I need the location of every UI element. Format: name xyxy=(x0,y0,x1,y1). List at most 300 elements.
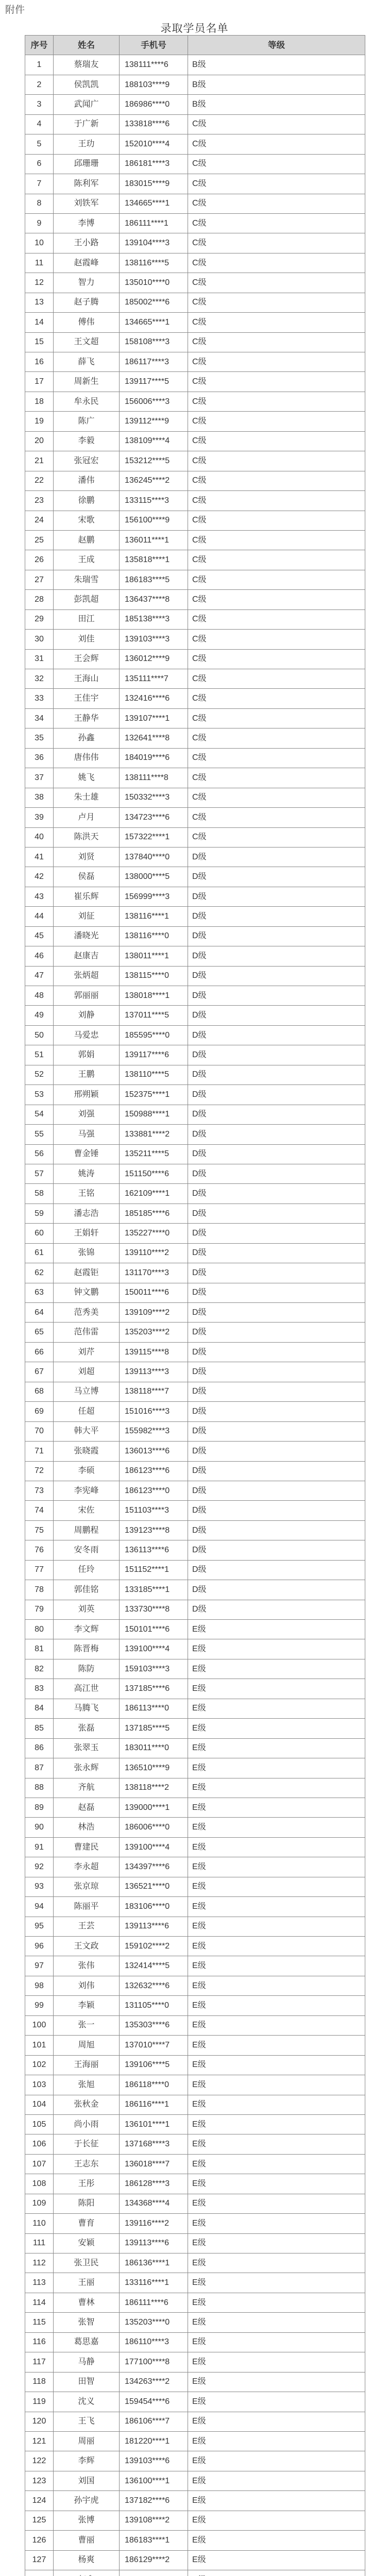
cell-level: D级 xyxy=(188,1323,365,1342)
cell-no: 68 xyxy=(25,1382,54,1401)
table-row xyxy=(25,1798,365,1817)
cell-name: 王小路 xyxy=(54,233,120,253)
cell-phone: 186111****1 xyxy=(120,213,188,233)
table-row xyxy=(25,926,365,946)
cell-no: 8 xyxy=(25,194,54,213)
cell-name: 齐航 xyxy=(54,1778,120,1798)
cell-name: 于长征 xyxy=(54,2134,120,2154)
cell-level: C级 xyxy=(188,808,365,827)
cell-no: 121 xyxy=(25,2431,54,2451)
roster-table xyxy=(25,35,365,2576)
table-row xyxy=(25,194,365,213)
cell-no: 58 xyxy=(25,1184,54,1204)
table-row xyxy=(25,2273,365,2293)
cell-name: 张炳超 xyxy=(54,966,120,986)
cell-phone: 139116****2 xyxy=(120,2214,188,2233)
table-row xyxy=(25,1362,365,1382)
cell-level: D级 xyxy=(188,1263,365,1283)
table-row xyxy=(25,649,365,669)
cell-no: 26 xyxy=(25,550,54,570)
cell-no: 2 xyxy=(25,75,54,94)
cell-name: 李辉 xyxy=(54,2451,120,2471)
table-row xyxy=(25,1144,365,1164)
cell-level: C级 xyxy=(188,233,365,253)
table-row xyxy=(25,2114,365,2134)
cell-no: 104 xyxy=(25,2095,54,2114)
cell-level: D级 xyxy=(188,1402,365,1421)
cell-level: D级 xyxy=(188,1580,365,1600)
cell-name: 侯凯凯 xyxy=(54,75,120,94)
cell-phone: 139000****1 xyxy=(120,1798,188,1817)
cell-no: 23 xyxy=(25,491,54,511)
table-row xyxy=(25,1857,365,1877)
cell-phone: 139113****6 xyxy=(120,1917,188,1936)
cell-phone: 135010****0 xyxy=(120,273,188,293)
cell-level: E级 xyxy=(188,1976,365,1995)
cell-name: 刘贤 xyxy=(54,847,120,867)
cell-no: 6 xyxy=(25,154,54,174)
cell-no: 94 xyxy=(25,1897,54,1917)
cell-level: E级 xyxy=(188,2372,365,2392)
cell-phone: 186110****3 xyxy=(120,2332,188,2352)
cell-phone: 186128****3 xyxy=(120,2174,188,2194)
cell-name: 李颖 xyxy=(54,1996,120,2015)
cell-no: 49 xyxy=(25,1006,54,1025)
cell-name: 王海丽 xyxy=(54,2055,120,2075)
table-row xyxy=(25,1818,365,1837)
cell-phone: 134368****4 xyxy=(120,2194,188,2213)
table-row xyxy=(25,1442,365,1461)
cell-phone: 139123****8 xyxy=(120,1520,188,1540)
cell-name: 王飞 xyxy=(54,2412,120,2431)
cell-name: 牟永民 xyxy=(54,392,120,411)
cell-no: 119 xyxy=(25,2392,54,2412)
cell-no: 46 xyxy=(25,946,54,966)
cell-no: 87 xyxy=(25,1758,54,1778)
cell-level: E级 xyxy=(188,2075,365,2095)
table-row xyxy=(25,1738,365,1758)
cell-no: 40 xyxy=(25,827,54,847)
cell-no: 114 xyxy=(25,2293,54,2312)
header-no: 序号 xyxy=(25,36,54,55)
cell-name: 刘超 xyxy=(54,1362,120,1382)
cell-level: C级 xyxy=(188,451,365,471)
cell-no: 92 xyxy=(25,1857,54,1877)
table-row xyxy=(25,1837,365,1857)
cell-no: 48 xyxy=(25,986,54,1006)
cell-phone: 139117****6 xyxy=(120,1045,188,1065)
cell-no: 28 xyxy=(25,590,54,609)
cell-level: D级 xyxy=(188,1125,365,1144)
table-row xyxy=(25,1679,365,1699)
cell-phone: 133185****1 xyxy=(120,1580,188,1600)
table-row xyxy=(25,2550,365,2570)
cell-phone: 185138****3 xyxy=(120,609,188,629)
cell-name: 马立博 xyxy=(54,1382,120,1401)
table-row xyxy=(25,1323,365,1342)
cell-level: E级 xyxy=(188,2015,365,2035)
cell-level: E级 xyxy=(188,2214,365,2233)
cell-name: 赵鹏 xyxy=(54,530,120,550)
cell-level: D级 xyxy=(188,1362,365,1382)
table-row xyxy=(25,2293,365,2312)
cell-phone: 137185****6 xyxy=(120,1679,188,1699)
table-row xyxy=(25,1699,365,1718)
cell-name: 王芸 xyxy=(54,1917,120,1936)
cell-phone: 188103****9 xyxy=(120,75,188,94)
cell-name: 刘英 xyxy=(54,1600,120,1619)
cell-level: C级 xyxy=(188,372,365,392)
cell-level: E级 xyxy=(188,2154,365,2174)
cell-no: 30 xyxy=(25,630,54,649)
cell-name: 任玲 xyxy=(54,1560,120,1580)
cell-no: 59 xyxy=(25,1204,54,1223)
cell-no: 15 xyxy=(25,332,54,352)
cell-phone: 183011****0 xyxy=(120,1738,188,1758)
table-row xyxy=(25,2134,365,2154)
cell-level: E级 xyxy=(188,2550,365,2570)
cell-no: 18 xyxy=(25,392,54,411)
table-row xyxy=(25,1065,365,1084)
cell-level: D级 xyxy=(188,847,365,867)
cell-phone: 153212****5 xyxy=(120,451,188,471)
cell-no: 32 xyxy=(25,669,54,689)
cell-phone: 150988****1 xyxy=(120,1105,188,1124)
cell-name: 刘佳 xyxy=(54,630,120,649)
cell-no: 9 xyxy=(25,213,54,233)
cell-phone: 136245****2 xyxy=(120,471,188,490)
table-row xyxy=(25,1501,365,1520)
cell-name: 朱士雄 xyxy=(54,788,120,807)
cell-name: 王娟轩 xyxy=(54,1224,120,1243)
cell-phone: 138116****5 xyxy=(120,253,188,273)
table-row xyxy=(25,1263,365,1283)
cell-level: C级 xyxy=(188,213,365,233)
cell-name: 赵磊 xyxy=(54,1798,120,1817)
cell-level: E级 xyxy=(188,1639,365,1659)
cell-level: C级 xyxy=(188,590,365,609)
cell-name: 安冬雨 xyxy=(54,1540,120,1560)
cell-name: 沈义 xyxy=(54,2392,120,2412)
cell-phone: 183106****0 xyxy=(120,1897,188,1917)
cell-phone: 186117****3 xyxy=(120,352,188,372)
cell-no: 44 xyxy=(25,907,54,926)
cell-no: 75 xyxy=(25,1520,54,1540)
table-row xyxy=(25,1719,365,1738)
cell-level: D级 xyxy=(188,1442,365,1461)
cell-level: E级 xyxy=(188,2095,365,2114)
cell-no: 80 xyxy=(25,1620,54,1639)
cell-no: 1 xyxy=(25,55,54,75)
cell-no: 103 xyxy=(25,2075,54,2095)
cell-name: 王文政 xyxy=(54,1937,120,1956)
cell-phone: 177100****8 xyxy=(120,2352,188,2372)
table-row xyxy=(25,2491,365,2511)
cell-level: D级 xyxy=(188,1560,365,1580)
cell-level: E级 xyxy=(188,1758,365,1778)
cell-name: 侯磊 xyxy=(54,867,120,887)
cell-level: C级 xyxy=(188,114,365,134)
cell-phone: 134397****6 xyxy=(120,1857,188,1877)
cell-no: 52 xyxy=(25,1065,54,1084)
table-row xyxy=(25,867,365,887)
cell-phone: 138111****8 xyxy=(120,768,188,788)
cell-level: E级 xyxy=(188,2431,365,2451)
cell-no: 117 xyxy=(25,2352,54,2372)
cell-name: 钟文鹏 xyxy=(54,1283,120,1302)
cell-phone: 183015****9 xyxy=(120,174,188,194)
cell-no: 20 xyxy=(25,431,54,451)
table-row xyxy=(25,1125,365,1144)
cell-level: C级 xyxy=(188,293,365,312)
cell-level: E级 xyxy=(188,1659,365,1679)
cell-no: 33 xyxy=(25,689,54,708)
cell-name: 刘铁军 xyxy=(54,194,120,213)
cell-no: 125 xyxy=(25,2511,54,2530)
cell-level: C级 xyxy=(188,174,365,194)
cell-level: D级 xyxy=(188,1045,365,1065)
cell-no: 77 xyxy=(25,1560,54,1580)
cell-name: 陈阳 xyxy=(54,2194,120,2213)
cell-phone: 186986****0 xyxy=(120,95,188,114)
cell-no: 96 xyxy=(25,1937,54,1956)
table-row xyxy=(25,550,365,570)
cell-name: 傅伟 xyxy=(54,313,120,332)
cell-phone: 138111****6 xyxy=(120,55,188,75)
cell-no: 127 xyxy=(25,2550,54,2570)
cell-phone: 155982****3 xyxy=(120,1421,188,1441)
table-row xyxy=(25,372,365,392)
cell-name: 高江世 xyxy=(54,1679,120,1699)
table-row xyxy=(25,2233,365,2253)
cell-level: E级 xyxy=(188,2273,365,2293)
cell-phone: 184019****6 xyxy=(120,748,188,768)
cell-no: 34 xyxy=(25,708,54,728)
cell-no: 17 xyxy=(25,372,54,392)
cell-phone: 181220****1 xyxy=(120,2431,188,2451)
table-row xyxy=(25,2174,365,2194)
cell-level: D级 xyxy=(188,1085,365,1105)
cell-no: 56 xyxy=(25,1144,54,1164)
cell-level: D级 xyxy=(188,1065,365,1084)
cell-level: C级 xyxy=(188,550,365,570)
cell-level: D级 xyxy=(188,1600,365,1619)
cell-no: 45 xyxy=(25,926,54,946)
cell-no: 69 xyxy=(25,1402,54,1421)
table-row xyxy=(25,946,365,966)
cell-level: D级 xyxy=(188,1382,365,1401)
table-row xyxy=(25,2055,365,2075)
table-row xyxy=(25,431,365,451)
table-row xyxy=(25,1006,365,1025)
cell-phone: 185185****6 xyxy=(120,1204,188,1223)
table-row xyxy=(25,392,365,411)
cell-level: D级 xyxy=(188,1342,365,1362)
cell-name: 张京琼 xyxy=(54,1877,120,1896)
cell-level xyxy=(188,2570,365,2576)
cell-level: D级 xyxy=(188,1224,365,1243)
table-row xyxy=(25,2214,365,2233)
table-row xyxy=(25,114,365,134)
cell-phone: 186116****1 xyxy=(120,2095,188,2114)
cell-level: B级 xyxy=(188,95,365,114)
cell-no: 70 xyxy=(25,1421,54,1441)
cell-level: D级 xyxy=(188,867,365,887)
cell-level: E级 xyxy=(188,1937,365,1956)
table-row xyxy=(25,748,365,768)
cell-level: E级 xyxy=(188,1857,365,1877)
cell-phone: 139109****2 xyxy=(120,1303,188,1323)
table-row xyxy=(25,491,365,511)
cell-phone: 151150****6 xyxy=(120,1164,188,1183)
cell-phone: 186106****7 xyxy=(120,2412,188,2431)
cell-name: 王成 xyxy=(54,550,120,570)
cell-no: 95 xyxy=(25,1917,54,1936)
table-row xyxy=(25,1025,365,1045)
cell-no: 64 xyxy=(25,1303,54,1323)
cell-level: D级 xyxy=(188,1025,365,1045)
cell-phone xyxy=(120,2570,188,2576)
table-row xyxy=(25,2253,365,2273)
cell-name: 张永辉 xyxy=(54,1758,120,1778)
cell-phone: 136101****1 xyxy=(120,2114,188,2134)
table-row xyxy=(25,1243,365,1263)
cell-no: 72 xyxy=(25,1461,54,1481)
cell-level: B级 xyxy=(188,55,365,75)
cell-phone: 138000****5 xyxy=(120,867,188,887)
cell-name: 张秋金 xyxy=(54,2095,120,2114)
cell-level: E级 xyxy=(188,2471,365,2490)
cell-name: 韩大平 xyxy=(54,1421,120,1441)
cell-name: 蔡瑞友 xyxy=(54,55,120,75)
cell-level: E级 xyxy=(188,1778,365,1798)
cell-phone: 133818****6 xyxy=(120,114,188,134)
cell-level: C级 xyxy=(188,392,365,411)
cell-no: 97 xyxy=(25,1956,54,1976)
cell-no: 53 xyxy=(25,1085,54,1105)
cell-name: 郭丽丽 xyxy=(54,986,120,1006)
cell-level: C级 xyxy=(188,273,365,293)
cell-phone: 139117****5 xyxy=(120,372,188,392)
cell-phone: 139115****8 xyxy=(120,1342,188,1362)
cell-phone: 131170****3 xyxy=(120,1263,188,1283)
cell-name: 陈广 xyxy=(54,412,120,431)
table-row xyxy=(25,1917,365,1936)
cell-no: 60 xyxy=(25,1224,54,1243)
roster-table-container xyxy=(25,35,365,2576)
table-row xyxy=(25,2154,365,2174)
cell-name: 马腾飞 xyxy=(54,1699,120,1718)
cell-no: 39 xyxy=(25,808,54,827)
cell-no: 31 xyxy=(25,649,54,669)
table-row xyxy=(25,1540,365,1560)
cell-name: 周新生 xyxy=(54,372,120,392)
table-row xyxy=(25,2015,365,2035)
cell-name: 王丽 xyxy=(54,2273,120,2293)
cell-name: 王玏 xyxy=(54,134,120,154)
cell-phone: 139103****3 xyxy=(120,630,188,649)
cell-phone: 152375****1 xyxy=(120,1085,188,1105)
table-row xyxy=(25,1758,365,1778)
cell-no: 35 xyxy=(25,728,54,748)
table-row xyxy=(25,590,365,609)
cell-phone: 132641****8 xyxy=(120,728,188,748)
cell-level: E级 xyxy=(188,1877,365,1896)
cell-phone: 138011****1 xyxy=(120,946,188,966)
cell-phone: 138118****2 xyxy=(120,1778,188,1798)
table-row xyxy=(25,827,365,847)
cell-level: E级 xyxy=(188,1956,365,1976)
cell-level: D级 xyxy=(188,1283,365,1302)
table-row xyxy=(25,1659,365,1679)
cell-level: D级 xyxy=(188,1164,365,1183)
cell-level: C级 xyxy=(188,530,365,550)
cell-no: 3 xyxy=(25,95,54,114)
cell-name: 周丽 xyxy=(54,2431,120,2451)
cell-name: 宋佐 xyxy=(54,1501,120,1520)
cell-name: 曹丽 xyxy=(54,2531,120,2550)
cell-phone: 139108****2 xyxy=(120,2511,188,2530)
table-row xyxy=(25,2392,365,2412)
table-row xyxy=(25,2352,365,2372)
cell-level: E级 xyxy=(188,1818,365,1837)
cell-name: 田江 xyxy=(54,609,120,629)
cell-level: E级 xyxy=(188,1897,365,1917)
cell-level: D级 xyxy=(188,1481,365,1500)
cell-no: 41 xyxy=(25,847,54,867)
cell-phone: 139100****4 xyxy=(120,1837,188,1857)
table-row xyxy=(25,1045,365,1065)
cell-no: 19 xyxy=(25,412,54,431)
cell-phone: 138115****0 xyxy=(120,966,188,986)
cell-phone: 185002****6 xyxy=(120,293,188,312)
cell-name: 林浩 xyxy=(54,1818,120,1837)
table-row xyxy=(25,253,365,273)
cell-name: 刘伟 xyxy=(54,1976,120,1995)
cell-phone: 137168****3 xyxy=(120,2134,188,2154)
table-row xyxy=(25,2570,365,2576)
cell-phone: 159454****6 xyxy=(120,2392,188,2412)
cell-no: 91 xyxy=(25,1837,54,1857)
table-row xyxy=(25,689,365,708)
cell-name: 范伟雷 xyxy=(54,1323,120,1342)
cell-name: 王佳宇 xyxy=(54,689,120,708)
cell-phone: 133115****3 xyxy=(120,491,188,511)
cell-phone: 136012****9 xyxy=(120,649,188,669)
cell-level: C级 xyxy=(188,253,365,273)
cell-no: 82 xyxy=(25,1659,54,1679)
cell-no: 78 xyxy=(25,1580,54,1600)
cell-name: 郭娟 xyxy=(54,1045,120,1065)
cell-no xyxy=(25,2570,54,2576)
cell-phone: 186111****6 xyxy=(120,2293,188,2312)
cell-no: 7 xyxy=(25,174,54,194)
cell-no: 106 xyxy=(25,2134,54,2154)
cell-phone: 137840****0 xyxy=(120,847,188,867)
cell-level: D级 xyxy=(188,926,365,946)
table-row xyxy=(25,1303,365,1323)
table-row xyxy=(25,630,365,649)
cell-phone: 158108****3 xyxy=(120,332,188,352)
cell-phone: 133116****1 xyxy=(120,2273,188,2293)
cell-name: 曹林 xyxy=(54,2293,120,2312)
cell-no: 50 xyxy=(25,1025,54,1045)
cell-name: 张博 xyxy=(54,2511,120,2530)
cell-no: 57 xyxy=(25,1164,54,1183)
cell-phone: 135303****6 xyxy=(120,2015,188,2035)
cell-name: 赵霞钜 xyxy=(54,1263,120,1283)
cell-name: 唐伟伟 xyxy=(54,748,120,768)
